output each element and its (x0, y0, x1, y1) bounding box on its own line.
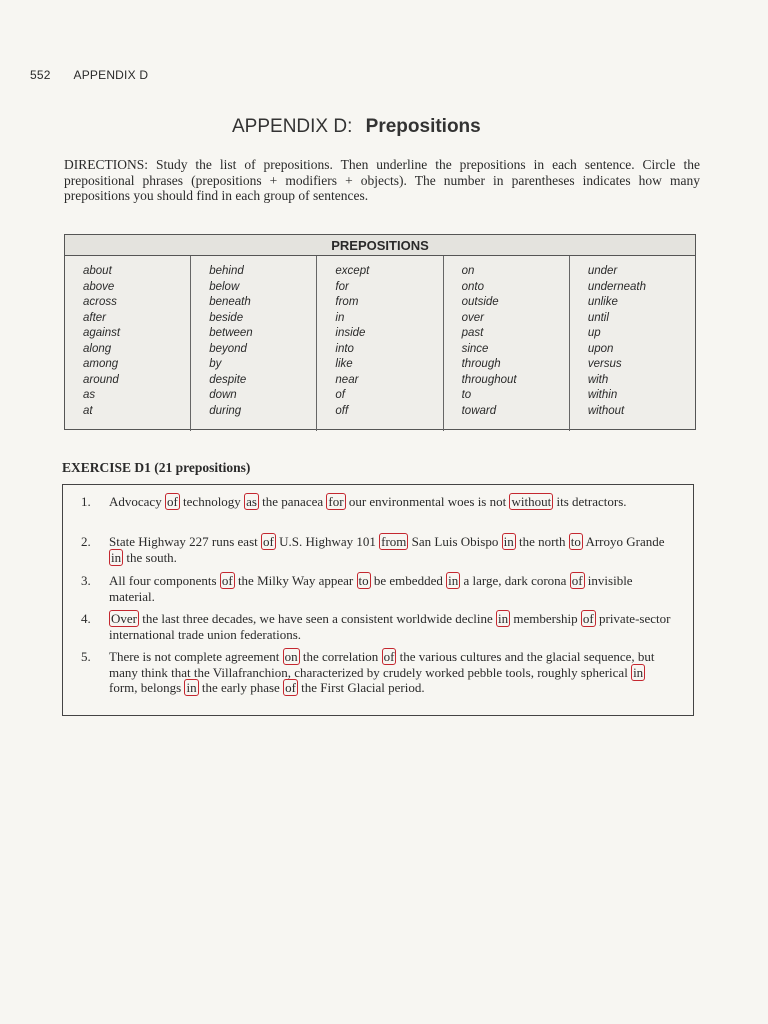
circled-preposition: from (381, 534, 407, 549)
preposition-word: around (83, 373, 119, 386)
circled-preposition: of (221, 573, 233, 588)
circled-preposition: in (633, 664, 644, 680)
prepositions-column (317, 256, 443, 431)
preposition-word: beside (209, 311, 244, 324)
sentence-text: private-sector international trade union federations. (109, 611, 671, 642)
title-prefix: APPENDIX D: (232, 116, 353, 137)
exercise-item (81, 611, 673, 642)
preposition-word: beyond (209, 342, 247, 355)
circled-preposition: on (284, 649, 298, 664)
preposition-word: except (335, 265, 370, 277)
preposition-word: upon (587, 342, 614, 355)
preposition-word: after (83, 311, 107, 324)
sentence-text: our environmental woes is not (345, 494, 510, 509)
preposition-word: below (209, 280, 240, 293)
preposition-word: inside (335, 327, 366, 339)
preposition-word: about (83, 265, 112, 277)
sentence-text: Arroyo Grande (582, 534, 665, 549)
circled-preposition: to (570, 534, 581, 549)
preposition-word: until (587, 311, 609, 324)
exercise-item-number: 3. (81, 573, 91, 588)
exercise-item-number: 2. (81, 534, 91, 549)
prepositions-columns (65, 256, 695, 431)
preposition-word: off (335, 404, 349, 417)
sentence-text: U.S. Highway 101 (275, 534, 380, 549)
prepositions-column (65, 256, 191, 431)
sentence-text: its detractors. (553, 494, 627, 509)
sentence-text: the south. (123, 549, 177, 565)
circled-preposition: of (582, 611, 594, 626)
sentence-text: San Luis Obispo (408, 534, 502, 549)
preposition-word: near (335, 373, 359, 386)
circled-preposition: in (498, 611, 509, 626)
exercise-item-text (109, 534, 673, 565)
preposition-word: underneath (587, 280, 647, 293)
circled-preposition: as (246, 494, 257, 509)
preposition-word: against (83, 327, 121, 339)
preposition-word: over (461, 311, 484, 324)
preposition-word: behind (209, 265, 244, 277)
page-title (232, 116, 481, 138)
circled-preposition: of (571, 573, 583, 588)
preposition-word: since (461, 342, 489, 355)
preposition-word: under (587, 265, 618, 277)
preposition-word: by (209, 358, 222, 370)
sentence-text: form, belongs (109, 680, 185, 695)
sentence-text: State Highway 227 runs east (109, 534, 262, 549)
circled-preposition: in (186, 680, 197, 695)
sentence-text: the last three decades, we have seen a consistent worldwide decline (139, 611, 496, 626)
circled-preposition: in (111, 549, 122, 565)
sentence-text: All four components (109, 573, 220, 588)
preposition-word: past (461, 327, 484, 339)
exercise-item-text (109, 573, 673, 604)
preposition-word: during (209, 404, 242, 417)
sentence-text: technology (179, 494, 245, 509)
exercise-item-text (109, 611, 673, 642)
preposition-word: above (83, 280, 115, 293)
prepositions-table (64, 234, 696, 430)
running-head-section: APPENDIX D (73, 68, 149, 82)
preposition-word: within (587, 389, 618, 401)
preposition-word: for (335, 280, 349, 293)
prepositions-table-heading: PREPOSITIONS (65, 235, 695, 256)
running-head (30, 68, 148, 82)
preposition-word: at (83, 404, 93, 417)
preposition-word: despite (209, 373, 247, 386)
circled-preposition: to (358, 573, 369, 588)
circled-preposition: for (328, 494, 344, 509)
preposition-word: along (83, 342, 112, 355)
circled-preposition: in (448, 573, 459, 588)
preposition-word: through (461, 358, 501, 370)
preposition-word: in (335, 311, 345, 324)
exercise-item (81, 534, 673, 565)
exercise-item-number: 5. (81, 649, 91, 664)
directions-paragraph: DIRECTIONS: Study the list of prepositions. Then underline the prepositions in each sentence. Circle the prepositional phrases (prepositions + modifiers + objects). The number in parentheses indicates how many prepositions you should find in each group of sentences. (64, 157, 700, 203)
prepositions-column (444, 256, 570, 431)
preposition-word: toward (461, 404, 497, 417)
circled-preposition: without (511, 494, 552, 509)
preposition-word: into (335, 342, 354, 355)
sentence-text: the First Glacial period. (297, 680, 425, 695)
preposition-word: as (83, 389, 96, 401)
preposition-word: onto (461, 280, 484, 293)
sentence-text: the correlation (299, 649, 382, 664)
preposition-word: outside (461, 296, 499, 308)
preposition-word: across (83, 296, 117, 308)
circled-preposition: of (166, 494, 178, 509)
title-main: Prepositions (365, 116, 481, 137)
sentence-text: the early phase (198, 680, 284, 695)
preposition-word: up (587, 327, 601, 339)
exercise-item-number: 4. (81, 611, 91, 626)
sentence-text: the Milky Way appear (234, 573, 357, 588)
exercise-item (81, 573, 673, 604)
preposition-word: like (335, 358, 353, 370)
exercise-item-text (109, 649, 673, 696)
sentence-text: invisible material. (109, 573, 633, 604)
preposition-word: from (335, 296, 359, 308)
circled-preposition: Over (111, 611, 137, 626)
exercise-box (62, 484, 694, 716)
exercise-item (81, 494, 673, 510)
preposition-word: of (335, 389, 345, 401)
preposition-word: with (587, 373, 609, 386)
circled-preposition: of (263, 534, 274, 549)
sentence-text: the panacea (258, 494, 327, 509)
circled-preposition: of (383, 649, 395, 664)
circled-preposition: in (503, 534, 514, 549)
preposition-word: versus (587, 358, 622, 370)
preposition-word: among (83, 358, 119, 370)
sentence-text: membership (510, 611, 581, 626)
preposition-word: down (209, 389, 237, 401)
exercise-title: EXERCISE D1 (21 prepositions) (62, 460, 251, 475)
sentence-text: There is not complete agreement (109, 649, 283, 664)
prepositions-column (191, 256, 317, 431)
prepositions-column (570, 256, 695, 431)
exercise-item (81, 649, 673, 696)
sentence-text: Advocacy (109, 494, 165, 509)
sentence-text: be embedded (370, 573, 447, 588)
preposition-word: on (461, 265, 475, 277)
exercise-item-number: 1. (81, 494, 91, 509)
sentence-text: the north (515, 534, 569, 549)
preposition-word: beneath (209, 296, 251, 308)
exercise-item-text (109, 494, 673, 510)
sentence-text: the various cultures and the glacial sequence, but many think that the Villafranchion, characterized by crudely worked pebble tools, roughly spherical (109, 649, 655, 680)
preposition-word: between (209, 327, 253, 339)
preposition-word: without (587, 404, 625, 417)
page-number: 552 (30, 68, 51, 82)
sentence-text: a large, dark corona (460, 573, 570, 588)
circled-preposition: of (285, 680, 296, 695)
preposition-word: throughout (461, 373, 517, 386)
preposition-word: unlike (587, 296, 618, 308)
preposition-word: to (461, 389, 472, 401)
